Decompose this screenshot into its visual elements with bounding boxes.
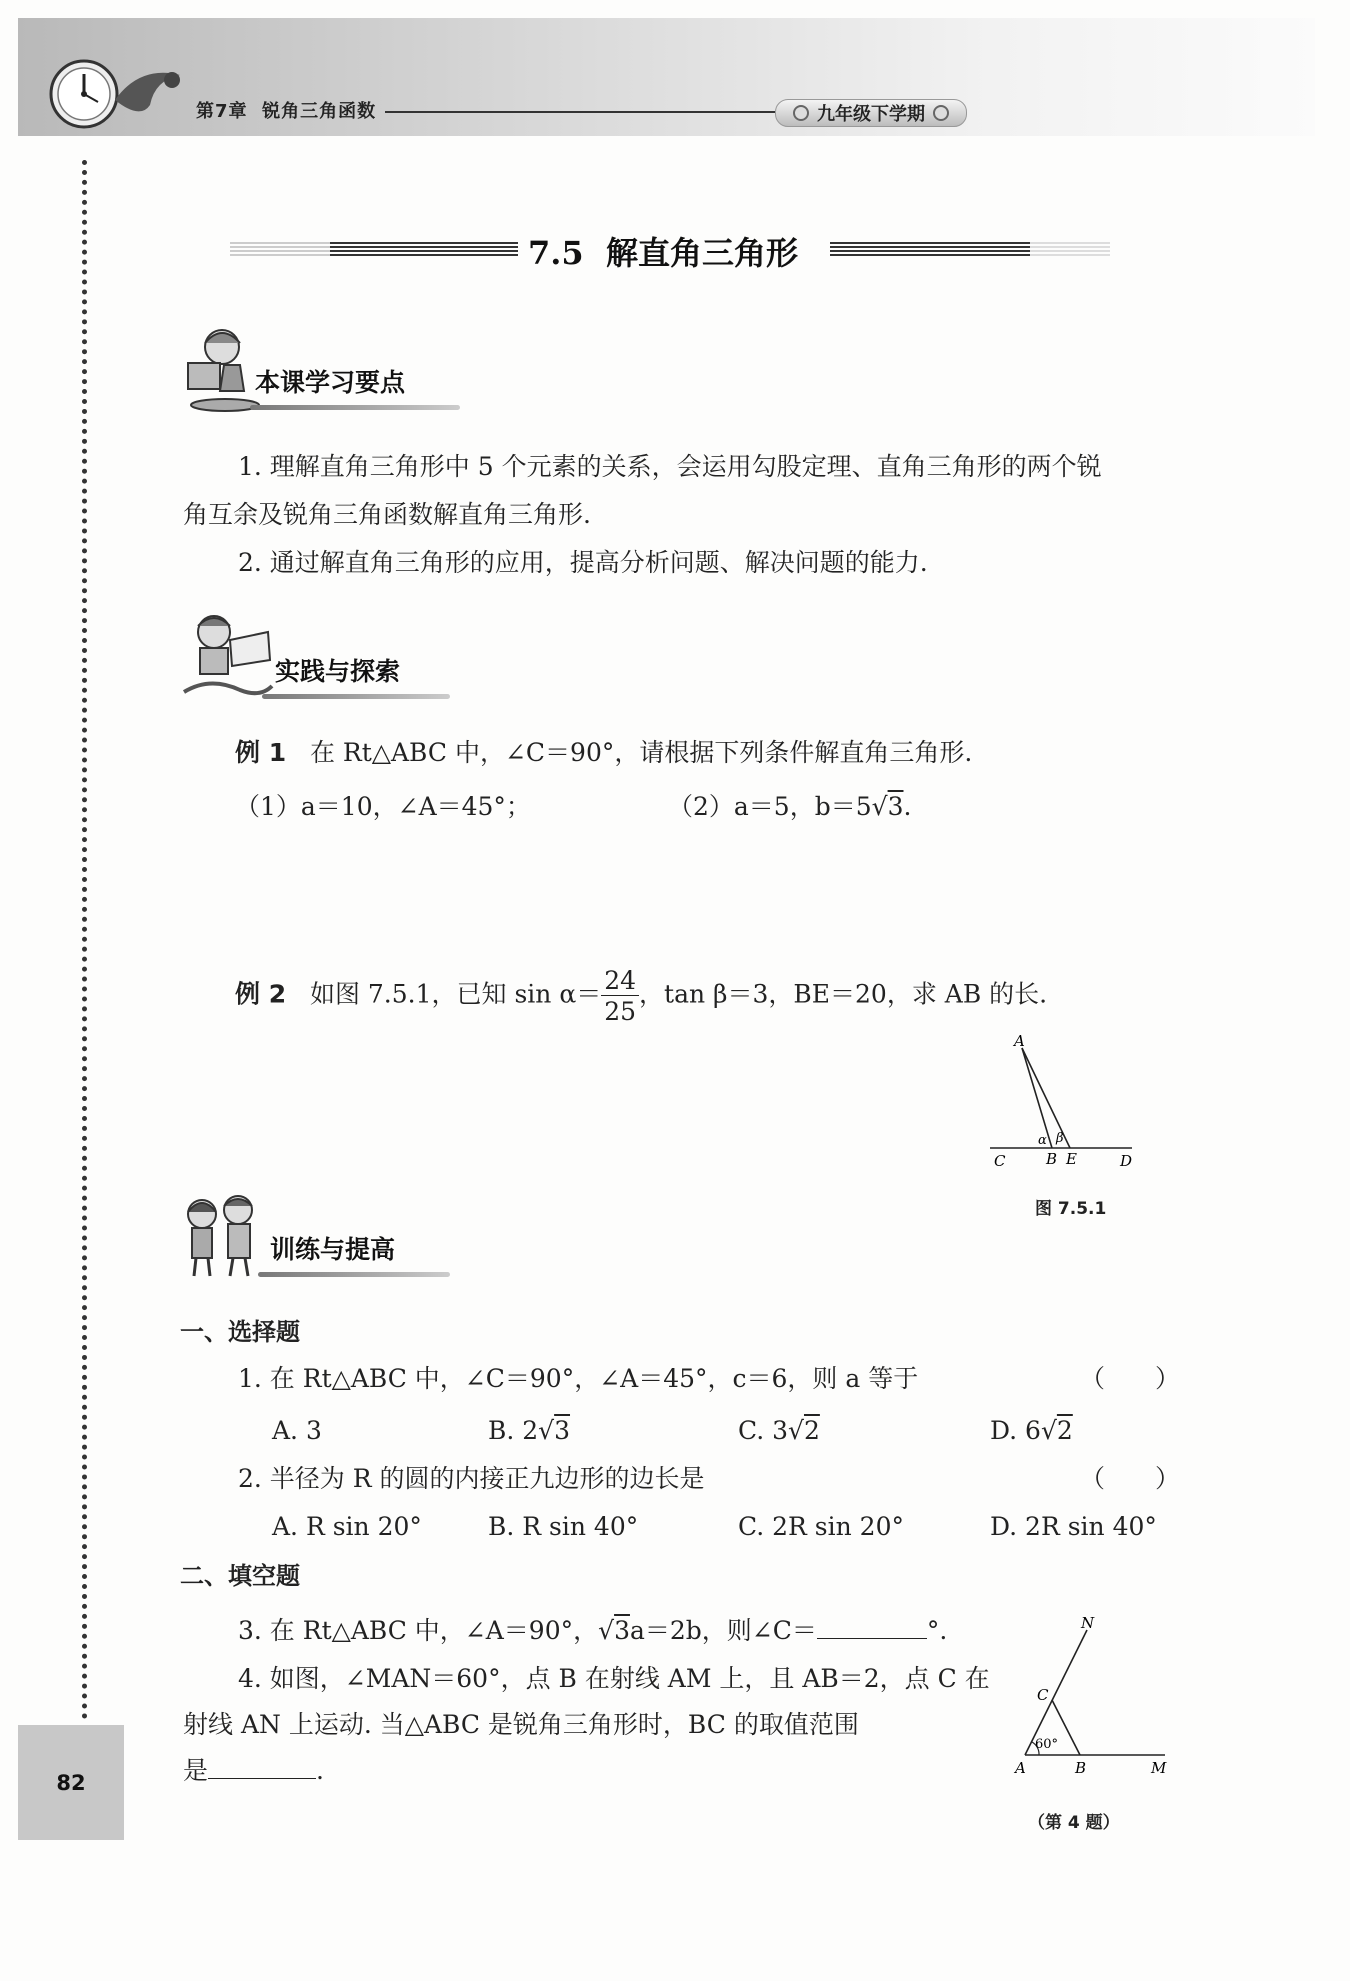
key-point-1-line1: 1. 理解直角三角形中 5 个元素的关系，会运用勾股定理、直角三角形的两个锐 [238,452,1102,481]
grade-label: 九年级下学期 [817,104,925,125]
title-decor-right-fade [1030,242,1110,258]
dot-icon [933,105,949,121]
practice-heading: 实践与探索 [275,657,401,686]
question-2-option-b: B. R sin 40° [488,1512,639,1541]
header-rule [385,111,775,113]
heading-underline [250,405,460,410]
example-1-part1: （1）a＝10，∠A＝45°； [235,792,531,821]
label-c: C [1037,1686,1049,1704]
example-1-part2: （2）a＝5，b＝5√3. [668,792,912,821]
section-title: 7.5 解直角三角形 [528,234,798,272]
question-2-option-c: C. 2R sin 20° [738,1512,904,1541]
title-decor-left [330,242,518,258]
two-students-icon [180,1190,265,1280]
swoosh-icon [110,60,190,130]
question-2-answer-paren: （ ） [1080,1464,1181,1493]
dot-icon [793,105,809,121]
key-point-2: 2. 通过解直角三角形的应用，提高分析问题、解决问题的能力. [238,548,928,577]
header-chapter: 第7章 锐角三角函数 [196,101,377,122]
question-2-option-d: D. 2R sin 40° [990,1512,1157,1541]
example-1-label: 例 1 [235,738,287,767]
title-decor-left-fade [230,242,330,258]
label-d: D [1120,1152,1133,1170]
question-1-answer-paren: （ ） [1080,1364,1181,1393]
question-2-option-a: A. R sin 20° [272,1512,422,1541]
label-alpha: α [1038,1133,1047,1148]
example-2-label: 例 2 [235,979,287,1009]
label-b: B [1046,1150,1058,1168]
heading-underline [258,1272,450,1277]
label-c: C [994,1152,1006,1170]
answer-blank[interactable] [208,1777,316,1779]
figure-question-4 [1005,1610,1175,1785]
question-1-option-c: C. 3√2 [738,1416,820,1445]
key-point-1-line2: 角互余及锐角三角函数解直角三角形. [183,500,591,529]
label-a: A [1015,1759,1026,1777]
label-e: E [1066,1150,1077,1168]
question-2: 2. 半径为 R 的圆的内接正九边形的边长是 [238,1464,705,1493]
training-heading: 训练与提高 [270,1235,396,1264]
example-1 [235,738,972,768]
label-b: B [1075,1759,1087,1777]
example-2: 例 2 如图 7.5.1，已知 sin α＝ $\frac{24}{25}$ ，tan β＝3，BE＝20，求 AB 的长. [235,966,1048,1026]
section-fill: 二、填空题 [180,1562,300,1590]
figure-7-5-1 [980,1030,1140,1170]
figure-question-4-caption: （第 4 题） [1028,1813,1120,1833]
example-1-text: 在 Rt△ABC 中，∠C＝90°，请根据下列条件解直角三角形. [309,738,973,767]
key-points-header [180,325,460,415]
practice-header [180,610,450,705]
question-4-line2: 射线 AN 上运动. 当△ABC 是锐角三角形时，BC 的取值范围 [183,1710,859,1739]
question-1-option-d: D. 6√2 [990,1416,1073,1445]
label-n: N [1081,1614,1095,1632]
grade-badge [775,99,967,127]
question-1-option-a: A. 3 [272,1416,322,1445]
heading-underline [262,694,450,699]
dotted-margin [82,160,87,1720]
title-decor-right [830,242,1030,258]
page-number: 82 [18,1725,124,1840]
label-m: M [1151,1759,1167,1777]
fraction: $\frac{24}{25}$ [601,968,639,1024]
question-1: 1. 在 Rt△ABC 中，∠C＝90°，∠A＝45°，c＝6，则 a 等于 [238,1364,919,1393]
key-points-heading: 本课学习要点 [255,368,406,397]
question-3: 3. 在 Rt△ABC 中，∠A＝90°，√3a＝2b，则∠C＝ °. [238,1616,948,1645]
section-choice: 一、选择题 [180,1318,300,1346]
student-reading-icon [180,325,260,415]
label-a: A [1014,1032,1025,1050]
answer-blank[interactable] [817,1637,927,1639]
label-angle: 60° [1035,1737,1059,1752]
training-header [180,1190,450,1280]
student-writing-icon [180,610,275,705]
question-4-line3: 是 . [183,1756,324,1785]
question-1-option-b: B. 2√3 [488,1416,571,1445]
label-beta: β [1056,1131,1064,1146]
figure-7-5-1-caption: 图 7.5.1 [1035,1199,1107,1219]
question-4-line1: 4. 如图，∠MAN＝60°，点 B 在射线 AM 上，且 AB＝2，点 C 在 [238,1664,990,1693]
